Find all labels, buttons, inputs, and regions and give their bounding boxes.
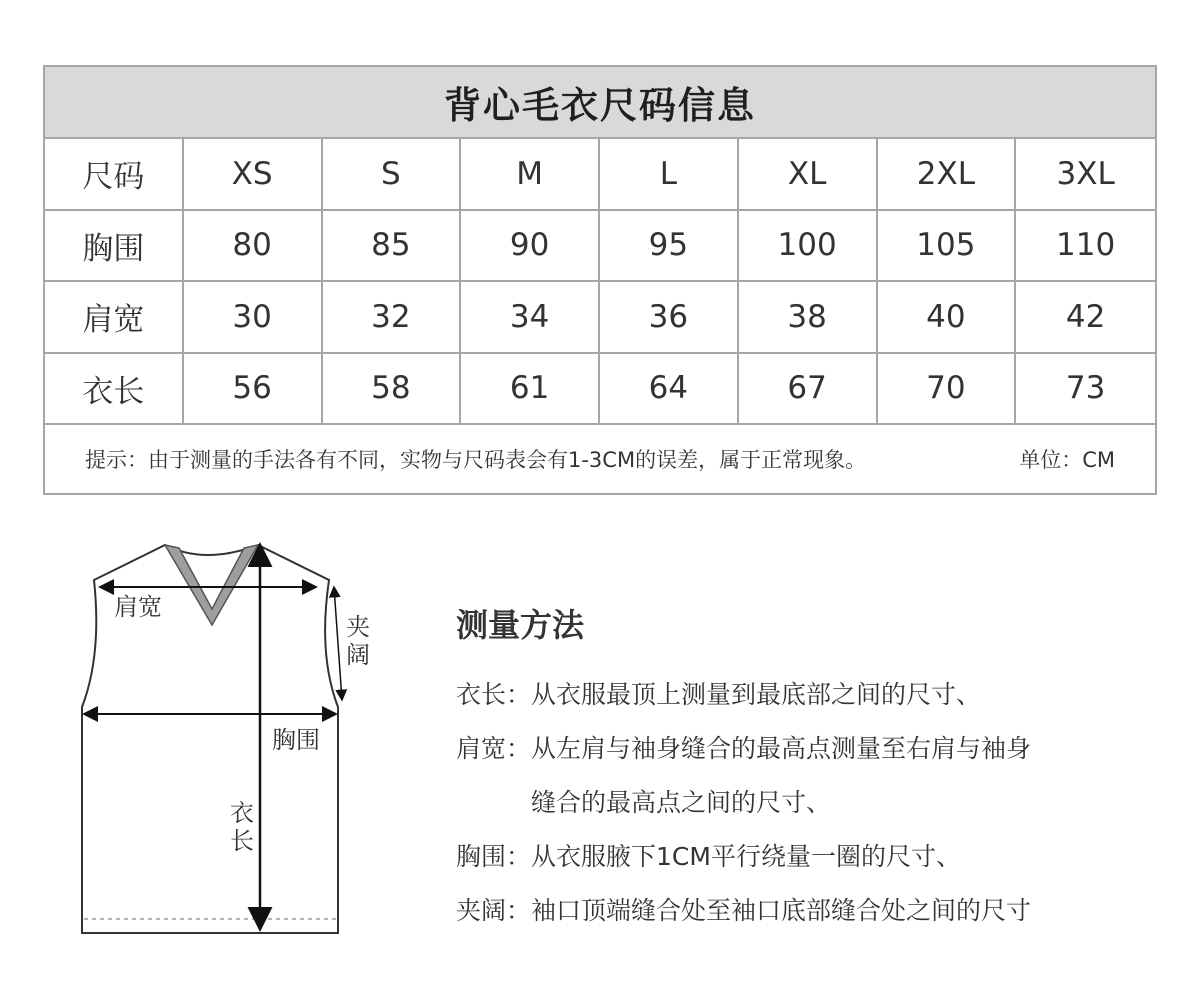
- method-item-length: [456, 668, 1176, 722]
- header-cell-xl: XL: [739, 139, 878, 211]
- table-cell: 110: [1016, 211, 1155, 283]
- method-separator: ：: [506, 680, 532, 709]
- method-term: 肩宽: [456, 734, 507, 763]
- table-cell: 56: [184, 354, 323, 426]
- table-cell: 40: [878, 282, 1017, 354]
- header-cell-size: 尺码: [45, 139, 184, 211]
- table-cell: 80: [184, 211, 323, 283]
- table-cell: 32: [323, 282, 462, 354]
- table-cell: 67: [739, 354, 878, 426]
- table-cell: 70: [878, 354, 1017, 426]
- table-cell: 42: [1016, 282, 1155, 354]
- row-label-shoulder: 肩宽: [45, 282, 184, 354]
- row-label-length: 衣长: [45, 354, 184, 426]
- table-cell: 95: [600, 211, 739, 283]
- shoulder-label: 肩宽: [114, 593, 162, 621]
- table-cell: 36: [600, 282, 739, 354]
- table-cell: 30: [184, 282, 323, 354]
- table-cell: 64: [600, 354, 739, 426]
- table-cell: 73: [1016, 354, 1155, 426]
- method-term: 胸围: [456, 842, 507, 871]
- method-term: 夹阔: [456, 896, 507, 925]
- table-cell: 38: [739, 282, 878, 354]
- header-cell-3xl: 3XL: [1016, 139, 1155, 211]
- row-label-chest: 胸围: [45, 211, 184, 283]
- size-grid: [45, 139, 1155, 425]
- method-description: [531, 668, 1176, 722]
- method-description: [531, 722, 1176, 830]
- table-cell: 100: [739, 211, 878, 283]
- method-title: 测量方法: [456, 606, 585, 644]
- table-cell: 61: [461, 354, 600, 426]
- method-description-line: 袖口顶端缝合处至袖口底部缝合处之间的尺寸: [531, 896, 1032, 925]
- note-row: [45, 425, 1155, 493]
- header-cell-xs: XS: [184, 139, 323, 211]
- armhole-label-char-1: 夹: [346, 613, 370, 641]
- unit-label: 单位：CM: [1019, 448, 1115, 472]
- table-cell: 105: [878, 211, 1017, 283]
- method-separator: ：: [506, 734, 532, 763]
- header-cell-s: S: [323, 139, 462, 211]
- chest-label: 胸围: [272, 726, 320, 754]
- table-cell: 34: [461, 282, 600, 354]
- method-separator: ：: [506, 896, 532, 925]
- method-item-armhole: [456, 884, 1176, 938]
- header-cell-l: L: [600, 139, 739, 211]
- method-term: 衣长: [456, 680, 507, 709]
- method-description-line: 缝合的最高点之间的尺寸、: [531, 788, 832, 817]
- method-item-chest: [456, 830, 1176, 884]
- method-description-line: 从衣服最顶上测量到最底部之间的尺寸、: [531, 680, 982, 709]
- length-label-char-1: 衣: [230, 799, 254, 827]
- table-cell: 90: [461, 211, 600, 283]
- header-cell-m: M: [461, 139, 600, 211]
- method-description-line: 从左肩与袖身缝合的最高点测量至右肩与袖身: [531, 734, 1032, 763]
- vest-diagram: [70, 535, 370, 955]
- header-cell-2xl: 2XL: [878, 139, 1017, 211]
- method-description-line: 从衣服腋下1CM平行绕量一圈的尺寸、: [531, 842, 961, 871]
- table-cell: 58: [323, 354, 462, 426]
- length-label-char-2: 长: [230, 827, 254, 855]
- size-table: [43, 65, 1157, 495]
- method-description: [531, 884, 1176, 938]
- method-separator: ：: [506, 842, 532, 871]
- method-description: [531, 830, 1176, 884]
- measurement-note: 提示：由于测量的手法各有不同，实物与尺码表会有1-3CM的误差，属于正常现象。: [85, 448, 867, 472]
- table-title: 背心毛衣尺码信息: [45, 67, 1155, 139]
- method-item-shoulder: [456, 722, 1176, 830]
- table-cell: 85: [323, 211, 462, 283]
- armhole-label-char-2: 阔: [346, 641, 370, 669]
- measurement-method: [456, 600, 1176, 938]
